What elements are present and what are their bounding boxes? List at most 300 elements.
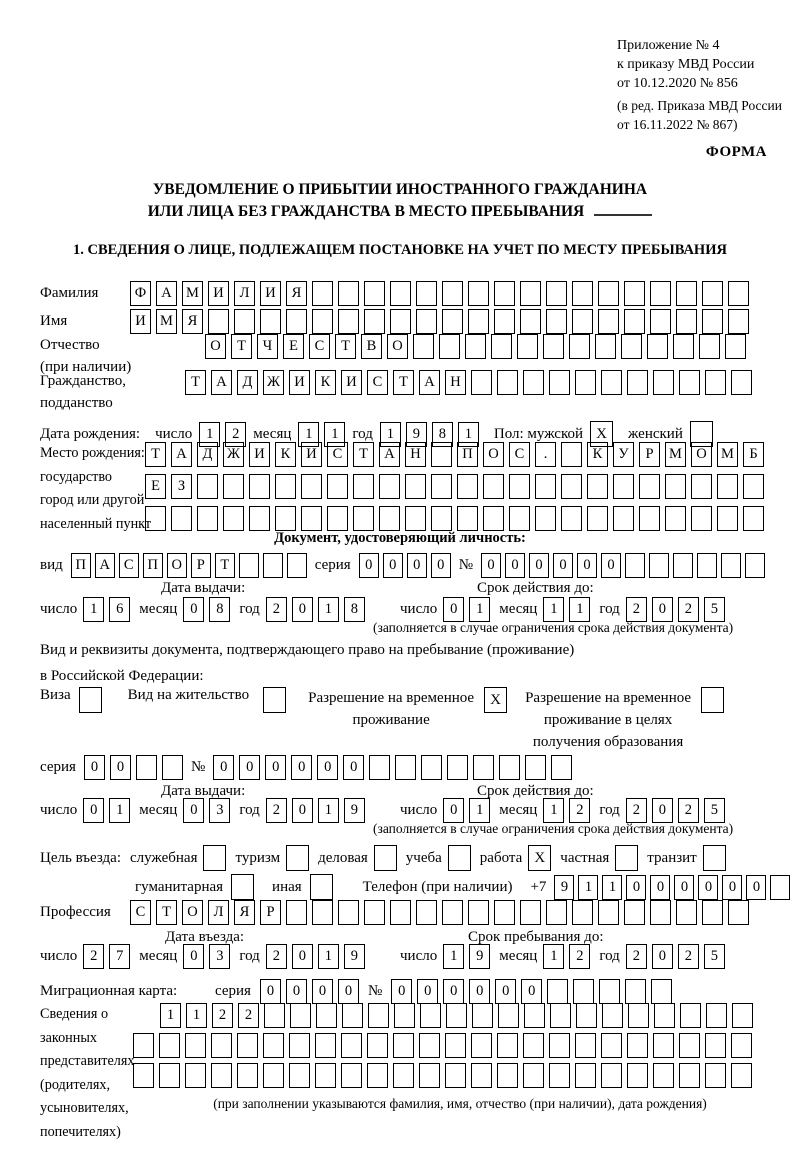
char-cell[interactable]: А bbox=[211, 370, 232, 395]
char-cell[interactable] bbox=[442, 309, 463, 334]
char-cell[interactable] bbox=[185, 1063, 206, 1088]
char-cell[interactable]: С bbox=[327, 442, 348, 467]
char-cell[interactable] bbox=[598, 309, 619, 334]
char-cell[interactable] bbox=[523, 1033, 544, 1058]
char-cell[interactable] bbox=[498, 1003, 519, 1028]
char-cell[interactable]: Т bbox=[335, 334, 356, 359]
char-cell[interactable] bbox=[439, 334, 460, 359]
char-cell[interactable]: 2 bbox=[266, 944, 287, 969]
char-cell[interactable]: 5 bbox=[704, 944, 725, 969]
char-cell[interactable] bbox=[679, 370, 700, 395]
char-cell[interactable] bbox=[341, 1063, 362, 1088]
char-cell[interactable]: А bbox=[95, 553, 115, 578]
char-cell[interactable] bbox=[705, 370, 726, 395]
char-cell[interactable]: 0 bbox=[505, 553, 525, 578]
char-cell[interactable]: 2 bbox=[212, 1003, 233, 1028]
char-cell[interactable]: 0 bbox=[383, 553, 403, 578]
char-cell[interactable]: 0 bbox=[443, 798, 464, 823]
char-cell[interactable] bbox=[145, 506, 166, 531]
char-cell[interactable]: 2 bbox=[266, 798, 287, 823]
char-cell[interactable] bbox=[327, 506, 348, 531]
purpose-study-checkbox[interactable] bbox=[448, 845, 471, 871]
char-cell[interactable] bbox=[613, 474, 634, 499]
char-cell[interactable] bbox=[491, 334, 512, 359]
temp-residence-permit-checkbox[interactable]: X bbox=[484, 687, 507, 713]
char-cell[interactable] bbox=[379, 474, 400, 499]
char-cell[interactable]: М bbox=[717, 442, 738, 467]
char-cell[interactable] bbox=[547, 979, 568, 1004]
char-cell[interactable] bbox=[745, 553, 765, 578]
char-cell[interactable] bbox=[535, 506, 556, 531]
char-cell[interactable]: 1 bbox=[469, 798, 490, 823]
char-cell[interactable] bbox=[211, 1033, 232, 1058]
char-cell[interactable] bbox=[468, 900, 489, 925]
char-cell[interactable]: 0 bbox=[183, 944, 204, 969]
char-cell[interactable] bbox=[743, 474, 764, 499]
char-cell[interactable]: Т bbox=[231, 334, 252, 359]
char-cell[interactable] bbox=[446, 1003, 467, 1028]
char-cell[interactable]: 1 bbox=[318, 798, 339, 823]
char-cell[interactable] bbox=[421, 755, 442, 780]
char-cell[interactable] bbox=[595, 334, 616, 359]
residence-permit-checkbox[interactable] bbox=[263, 687, 286, 713]
char-cell[interactable] bbox=[549, 1063, 570, 1088]
char-cell[interactable] bbox=[223, 506, 244, 531]
char-cell[interactable]: 2 bbox=[225, 422, 246, 447]
char-cell[interactable] bbox=[598, 900, 619, 925]
char-cell[interactable]: Е bbox=[283, 334, 304, 359]
char-cell[interactable]: 1 bbox=[160, 1003, 181, 1028]
char-cell[interactable] bbox=[702, 900, 723, 925]
purpose-tourism-checkbox[interactable] bbox=[286, 845, 309, 871]
char-cell[interactable] bbox=[650, 281, 671, 306]
char-cell[interactable] bbox=[420, 1003, 441, 1028]
char-cell[interactable] bbox=[679, 1033, 700, 1058]
char-cell[interactable] bbox=[431, 506, 452, 531]
char-cell[interactable] bbox=[728, 309, 749, 334]
char-cell[interactable]: 0 bbox=[431, 553, 451, 578]
char-cell[interactable] bbox=[208, 309, 229, 334]
char-cell[interactable] bbox=[416, 309, 437, 334]
char-cell[interactable]: 0 bbox=[343, 755, 364, 780]
char-cell[interactable]: 0 bbox=[286, 979, 307, 1004]
char-cell[interactable] bbox=[395, 755, 416, 780]
char-cell[interactable] bbox=[286, 900, 307, 925]
char-cell[interactable]: Л bbox=[234, 281, 255, 306]
char-cell[interactable] bbox=[499, 755, 520, 780]
char-cell[interactable]: 8 bbox=[344, 597, 365, 622]
char-cell[interactable]: 2 bbox=[569, 944, 590, 969]
char-cell[interactable]: 0 bbox=[110, 755, 131, 780]
char-cell[interactable] bbox=[405, 474, 426, 499]
char-cell[interactable]: Ч bbox=[257, 334, 278, 359]
char-cell[interactable]: И bbox=[341, 370, 362, 395]
char-cell[interactable] bbox=[624, 309, 645, 334]
char-cell[interactable] bbox=[650, 309, 671, 334]
char-cell[interactable] bbox=[550, 1003, 571, 1028]
char-cell[interactable] bbox=[549, 1033, 570, 1058]
char-cell[interactable] bbox=[431, 442, 452, 467]
char-cell[interactable]: 2 bbox=[238, 1003, 259, 1028]
char-cell[interactable]: Ж bbox=[263, 370, 284, 395]
char-cell[interactable] bbox=[624, 281, 645, 306]
char-cell[interactable] bbox=[651, 979, 672, 1004]
char-cell[interactable]: Т bbox=[353, 442, 374, 467]
char-cell[interactable] bbox=[353, 506, 374, 531]
char-cell[interactable]: 1 bbox=[324, 422, 345, 447]
char-cell[interactable] bbox=[639, 474, 660, 499]
char-cell[interactable] bbox=[561, 506, 582, 531]
char-cell[interactable]: 2 bbox=[626, 597, 647, 622]
char-cell[interactable]: И bbox=[130, 309, 151, 334]
char-cell[interactable] bbox=[494, 900, 515, 925]
char-cell[interactable] bbox=[647, 334, 668, 359]
char-cell[interactable]: 0 bbox=[698, 875, 718, 900]
char-cell[interactable] bbox=[338, 281, 359, 306]
char-cell[interactable] bbox=[587, 474, 608, 499]
char-cell[interactable] bbox=[289, 1063, 310, 1088]
char-cell[interactable]: 0 bbox=[652, 597, 673, 622]
char-cell[interactable]: Т bbox=[145, 442, 166, 467]
char-cell[interactable]: 1 bbox=[602, 875, 622, 900]
char-cell[interactable]: 2 bbox=[678, 798, 699, 823]
char-cell[interactable]: 1 bbox=[543, 798, 564, 823]
char-cell[interactable]: 9 bbox=[344, 944, 365, 969]
char-cell[interactable]: Д bbox=[197, 442, 218, 467]
char-cell[interactable] bbox=[717, 474, 738, 499]
char-cell[interactable] bbox=[379, 506, 400, 531]
char-cell[interactable]: 5 bbox=[704, 597, 725, 622]
char-cell[interactable] bbox=[301, 506, 322, 531]
char-cell[interactable] bbox=[197, 506, 218, 531]
char-cell[interactable]: 1 bbox=[469, 597, 490, 622]
char-cell[interactable]: 8 bbox=[209, 597, 230, 622]
char-cell[interactable] bbox=[639, 506, 660, 531]
char-cell[interactable] bbox=[442, 900, 463, 925]
char-cell[interactable] bbox=[442, 281, 463, 306]
char-cell[interactable] bbox=[136, 755, 157, 780]
char-cell[interactable] bbox=[497, 1033, 518, 1058]
char-cell[interactable] bbox=[731, 1063, 752, 1088]
char-cell[interactable] bbox=[665, 506, 686, 531]
char-cell[interactable] bbox=[569, 334, 590, 359]
char-cell[interactable] bbox=[770, 875, 790, 900]
char-cell[interactable] bbox=[483, 506, 504, 531]
char-cell[interactable]: 1 bbox=[380, 422, 401, 447]
char-cell[interactable] bbox=[368, 1003, 389, 1028]
char-cell[interactable] bbox=[576, 1003, 597, 1028]
char-cell[interactable]: 1 bbox=[83, 597, 104, 622]
char-cell[interactable]: Н bbox=[405, 442, 426, 467]
char-cell[interactable]: 1 bbox=[109, 798, 130, 823]
char-cell[interactable]: 2 bbox=[569, 798, 590, 823]
char-cell[interactable]: 0 bbox=[521, 979, 542, 1004]
char-cell[interactable] bbox=[650, 900, 671, 925]
char-cell[interactable] bbox=[691, 474, 712, 499]
char-cell[interactable]: 5 bbox=[704, 798, 725, 823]
char-cell[interactable] bbox=[312, 309, 333, 334]
char-cell[interactable] bbox=[621, 334, 642, 359]
purpose-official-checkbox[interactable] bbox=[203, 845, 226, 871]
char-cell[interactable] bbox=[171, 506, 192, 531]
char-cell[interactable]: А bbox=[379, 442, 400, 467]
char-cell[interactable] bbox=[341, 1033, 362, 1058]
char-cell[interactable] bbox=[364, 309, 385, 334]
char-cell[interactable]: 1 bbox=[543, 597, 564, 622]
char-cell[interactable] bbox=[234, 309, 255, 334]
char-cell[interactable] bbox=[239, 553, 259, 578]
char-cell[interactable]: С bbox=[509, 442, 530, 467]
purpose-humanitarian-checkbox[interactable] bbox=[231, 874, 254, 900]
char-cell[interactable] bbox=[312, 900, 333, 925]
char-cell[interactable] bbox=[575, 1033, 596, 1058]
char-cell[interactable] bbox=[728, 281, 749, 306]
char-cell[interactable]: Т bbox=[393, 370, 414, 395]
char-cell[interactable] bbox=[549, 370, 570, 395]
char-cell[interactable] bbox=[627, 1033, 648, 1058]
char-cell[interactable] bbox=[353, 474, 374, 499]
char-cell[interactable] bbox=[509, 474, 530, 499]
char-cell[interactable]: 3 bbox=[209, 798, 230, 823]
char-cell[interactable] bbox=[731, 370, 752, 395]
char-cell[interactable] bbox=[249, 506, 270, 531]
char-cell[interactable] bbox=[393, 1063, 414, 1088]
char-cell[interactable]: 0 bbox=[183, 597, 204, 622]
char-cell[interactable]: 0 bbox=[626, 875, 646, 900]
char-cell[interactable] bbox=[702, 281, 723, 306]
char-cell[interactable]: З bbox=[171, 474, 192, 499]
char-cell[interactable] bbox=[390, 309, 411, 334]
char-cell[interactable]: 7 bbox=[109, 944, 130, 969]
char-cell[interactable]: 0 bbox=[443, 597, 464, 622]
char-cell[interactable]: П bbox=[457, 442, 478, 467]
char-cell[interactable]: 0 bbox=[317, 755, 338, 780]
char-cell[interactable]: 0 bbox=[495, 979, 516, 1004]
char-cell[interactable] bbox=[575, 1063, 596, 1088]
char-cell[interactable] bbox=[523, 1063, 544, 1088]
char-cell[interactable] bbox=[598, 281, 619, 306]
purpose-transit-checkbox[interactable] bbox=[703, 845, 726, 871]
char-cell[interactable]: 0 bbox=[481, 553, 501, 578]
char-cell[interactable]: Я bbox=[182, 309, 203, 334]
char-cell[interactable] bbox=[472, 1003, 493, 1028]
char-cell[interactable] bbox=[572, 309, 593, 334]
char-cell[interactable] bbox=[223, 474, 244, 499]
char-cell[interactable] bbox=[676, 309, 697, 334]
char-cell[interactable]: 0 bbox=[239, 755, 260, 780]
char-cell[interactable] bbox=[649, 553, 669, 578]
char-cell[interactable]: А bbox=[156, 281, 177, 306]
char-cell[interactable] bbox=[654, 1003, 675, 1028]
char-cell[interactable] bbox=[445, 1063, 466, 1088]
char-cell[interactable] bbox=[497, 370, 518, 395]
char-cell[interactable] bbox=[520, 900, 541, 925]
char-cell[interactable]: 1 bbox=[318, 597, 339, 622]
char-cell[interactable] bbox=[546, 281, 567, 306]
char-cell[interactable]: О bbox=[205, 334, 226, 359]
char-cell[interactable]: К bbox=[275, 442, 296, 467]
char-cell[interactable] bbox=[494, 309, 515, 334]
char-cell[interactable]: С bbox=[309, 334, 330, 359]
char-cell[interactable] bbox=[338, 309, 359, 334]
char-cell[interactable]: 0 bbox=[652, 798, 673, 823]
char-cell[interactable] bbox=[705, 1063, 726, 1088]
char-cell[interactable] bbox=[673, 334, 694, 359]
char-cell[interactable] bbox=[159, 1033, 180, 1058]
char-cell[interactable]: 0 bbox=[292, 944, 313, 969]
char-cell[interactable]: 2 bbox=[266, 597, 287, 622]
char-cell[interactable] bbox=[468, 309, 489, 334]
char-cell[interactable]: А bbox=[171, 442, 192, 467]
char-cell[interactable]: И bbox=[249, 442, 270, 467]
char-cell[interactable]: 1 bbox=[458, 422, 479, 447]
char-cell[interactable] bbox=[260, 309, 281, 334]
char-cell[interactable]: Е bbox=[145, 474, 166, 499]
char-cell[interactable] bbox=[468, 281, 489, 306]
char-cell[interactable]: 0 bbox=[650, 875, 670, 900]
char-cell[interactable] bbox=[315, 1063, 336, 1088]
char-cell[interactable]: 1 bbox=[199, 422, 220, 447]
sex-male-checkbox[interactable]: X bbox=[590, 421, 613, 447]
char-cell[interactable] bbox=[517, 334, 538, 359]
char-cell[interactable] bbox=[520, 309, 541, 334]
char-cell[interactable]: Ф bbox=[130, 281, 151, 306]
char-cell[interactable]: В bbox=[361, 334, 382, 359]
char-cell[interactable] bbox=[653, 370, 674, 395]
purpose-private-checkbox[interactable] bbox=[615, 845, 638, 871]
char-cell[interactable] bbox=[471, 1063, 492, 1088]
char-cell[interactable] bbox=[473, 755, 494, 780]
char-cell[interactable]: Я bbox=[234, 900, 255, 925]
char-cell[interactable] bbox=[289, 1033, 310, 1058]
char-cell[interactable] bbox=[290, 1003, 311, 1028]
char-cell[interactable] bbox=[364, 900, 385, 925]
char-cell[interactable] bbox=[237, 1063, 258, 1088]
char-cell[interactable]: 9 bbox=[406, 422, 427, 447]
char-cell[interactable] bbox=[699, 334, 720, 359]
char-cell[interactable] bbox=[627, 1063, 648, 1088]
char-cell[interactable]: 0 bbox=[338, 979, 359, 1004]
char-cell[interactable]: К bbox=[315, 370, 336, 395]
char-cell[interactable] bbox=[520, 281, 541, 306]
char-cell[interactable]: О bbox=[387, 334, 408, 359]
char-cell[interactable] bbox=[551, 755, 572, 780]
char-cell[interactable]: С bbox=[130, 900, 151, 925]
char-cell[interactable]: 2 bbox=[678, 944, 699, 969]
purpose-business-checkbox[interactable] bbox=[374, 845, 397, 871]
char-cell[interactable]: 0 bbox=[213, 755, 234, 780]
char-cell[interactable]: 9 bbox=[469, 944, 490, 969]
char-cell[interactable] bbox=[315, 1033, 336, 1058]
char-cell[interactable]: 0 bbox=[469, 979, 490, 1004]
char-cell[interactable]: 0 bbox=[601, 553, 621, 578]
char-cell[interactable]: Р bbox=[191, 553, 211, 578]
char-cell[interactable] bbox=[572, 900, 593, 925]
char-cell[interactable]: П bbox=[143, 553, 163, 578]
char-cell[interactable] bbox=[457, 506, 478, 531]
char-cell[interactable]: О bbox=[483, 442, 504, 467]
char-cell[interactable]: 0 bbox=[443, 979, 464, 1004]
char-cell[interactable] bbox=[587, 506, 608, 531]
char-cell[interactable]: Д bbox=[237, 370, 258, 395]
char-cell[interactable] bbox=[419, 1033, 440, 1058]
char-cell[interactable]: Р bbox=[260, 900, 281, 925]
char-cell[interactable]: 0 bbox=[312, 979, 333, 1004]
char-cell[interactable]: 0 bbox=[652, 944, 673, 969]
char-cell[interactable]: К bbox=[587, 442, 608, 467]
char-cell[interactable]: 6 bbox=[109, 597, 130, 622]
char-cell[interactable] bbox=[717, 506, 738, 531]
char-cell[interactable] bbox=[394, 1003, 415, 1028]
char-cell[interactable]: И bbox=[301, 442, 322, 467]
char-cell[interactable] bbox=[561, 442, 582, 467]
char-cell[interactable]: 0 bbox=[260, 979, 281, 1004]
char-cell[interactable]: Б bbox=[743, 442, 764, 467]
char-cell[interactable] bbox=[691, 506, 712, 531]
char-cell[interactable] bbox=[286, 309, 307, 334]
char-cell[interactable] bbox=[369, 755, 390, 780]
char-cell[interactable]: 0 bbox=[529, 553, 549, 578]
char-cell[interactable] bbox=[601, 1063, 622, 1088]
char-cell[interactable]: М bbox=[182, 281, 203, 306]
char-cell[interactable] bbox=[419, 1063, 440, 1088]
char-cell[interactable] bbox=[457, 474, 478, 499]
char-cell[interactable]: 1 bbox=[543, 944, 564, 969]
char-cell[interactable] bbox=[197, 474, 218, 499]
char-cell[interactable] bbox=[367, 1033, 388, 1058]
char-cell[interactable]: 9 bbox=[554, 875, 574, 900]
char-cell[interactable] bbox=[264, 1003, 285, 1028]
char-cell[interactable] bbox=[483, 474, 504, 499]
char-cell[interactable] bbox=[367, 1063, 388, 1088]
char-cell[interactable] bbox=[133, 1033, 154, 1058]
char-cell[interactable] bbox=[680, 1003, 701, 1028]
char-cell[interactable] bbox=[390, 900, 411, 925]
visa-checkbox[interactable] bbox=[79, 687, 102, 713]
char-cell[interactable]: 0 bbox=[407, 553, 427, 578]
char-cell[interactable]: А bbox=[419, 370, 440, 395]
char-cell[interactable]: 1 bbox=[318, 944, 339, 969]
char-cell[interactable] bbox=[287, 553, 307, 578]
char-cell[interactable]: 0 bbox=[722, 875, 742, 900]
char-cell[interactable]: Т bbox=[185, 370, 206, 395]
char-cell[interactable] bbox=[601, 1033, 622, 1058]
char-cell[interactable] bbox=[601, 370, 622, 395]
char-cell[interactable] bbox=[465, 334, 486, 359]
char-cell[interactable]: 0 bbox=[391, 979, 412, 1004]
char-cell[interactable] bbox=[301, 474, 322, 499]
char-cell[interactable]: Т bbox=[215, 553, 235, 578]
char-cell[interactable]: О bbox=[167, 553, 187, 578]
char-cell[interactable] bbox=[364, 281, 385, 306]
char-cell[interactable] bbox=[625, 553, 645, 578]
char-cell[interactable] bbox=[653, 1033, 674, 1058]
char-cell[interactable]: 2 bbox=[678, 597, 699, 622]
char-cell[interactable]: 0 bbox=[84, 755, 105, 780]
edu-residence-permit-checkbox[interactable] bbox=[701, 687, 724, 713]
char-cell[interactable] bbox=[263, 553, 283, 578]
char-cell[interactable] bbox=[416, 281, 437, 306]
char-cell[interactable] bbox=[676, 281, 697, 306]
char-cell[interactable]: И bbox=[208, 281, 229, 306]
char-cell[interactable] bbox=[523, 370, 544, 395]
char-cell[interactable]: 8 bbox=[432, 422, 453, 447]
char-cell[interactable]: 0 bbox=[553, 553, 573, 578]
char-cell[interactable]: 0 bbox=[183, 798, 204, 823]
char-cell[interactable]: 1 bbox=[298, 422, 319, 447]
char-cell[interactable] bbox=[705, 1033, 726, 1058]
char-cell[interactable]: П bbox=[71, 553, 91, 578]
